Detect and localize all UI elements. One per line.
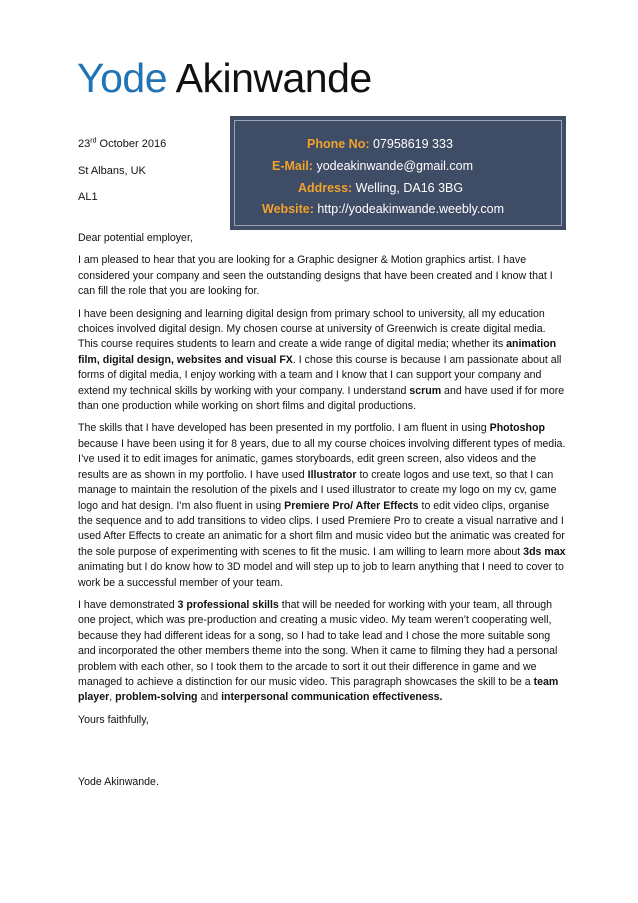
- signature-name: Yode Akinwande.: [78, 776, 159, 789]
- salutation: Dear potential employer,: [78, 232, 193, 244]
- email-value: yodeakinwande@gmail.com: [312, 159, 473, 173]
- phone-value: 07958619 333: [369, 137, 453, 151]
- letter-date: [78, 137, 166, 151]
- address-value: Welling, DA16 3BG: [352, 181, 464, 195]
- first-name: Yode: [77, 55, 167, 101]
- paragraph-3: The skills that I have developed has been presented in my portfolio. I am fluent in using Photoshop because I have been using it for 8 years, due to all my course choices involving different types of media. I’ve used it to edit images for animatic, games storyboards, edit green screen, also videos and the results are as shown in my portfolio. I have used Illustrator to create logos and use text, so that I can manage to maintain the resolution of the pixels and I used illustrator to create my logo on my cv, game logo and hat design. I’m also fluent in using Premiere Pro/ After Effects to edit video clips, organise the sequence and to add transitions to video clips. I used Premiere Pro to create a visual narrative and I used After Effects to create an animatic for a short film and music video but the animatic was created for the sole purpose of experimenting with scenes to fit the music. I am willing to learn more about 3ds max animating but I do know how to 3D model and will step up to job to learn anything that I need to cover to work be a successful member of your team.: [78, 422, 566, 589]
- date-rest: October 2016: [96, 138, 167, 150]
- contact-address: [298, 179, 634, 197]
- website-label: Website:: [262, 202, 314, 216]
- candidate-name: [77, 50, 372, 106]
- paragraph-4: I have demonstrated 3 professional skills that will be needed for working with your team, all through one project, which was pre-production and creating a music video. My team weren’t cooperating well, because they had different ideas for a song, so I had to take lead and I chose the more suitable song and incorporated the other members theme into the song. When it came to filming they had a personal problem with each other, so I took them to the arcade to sort it out their difference in game and we managed to achieve a distinction for our music video. This paragraph showcases the skill to be a team player, problem-solving and interpersonal communication effectiveness.: [78, 598, 559, 704]
- address-label: Address:: [298, 181, 353, 195]
- letter-postcode: AL1: [78, 191, 98, 203]
- last-name: Akinwande: [175, 55, 372, 101]
- contact-phone: [307, 135, 638, 153]
- letter-location: St Albans, UK: [78, 165, 146, 177]
- closing: Yours faithfully,: [78, 713, 149, 726]
- contact-website: [262, 200, 598, 218]
- email-label: E-Mail:: [272, 159, 313, 173]
- paragraph-1: I am pleased to hear that you are looking for a Graphic designer & Motion graphics artist. I have considered your company and seen the outstanding designs that have been created and I know that I can fill the role that you are looking for.: [78, 254, 553, 298]
- phone-label: Phone No:: [307, 137, 370, 151]
- website-link[interactable]: http://yodeakinwande.weebly.com: [313, 202, 505, 216]
- paragraph-2: I have been designing and learning digital design from primary school to university, all my education choices involved digital design. My chosen course at university of Greenwich is create digital media. This course requires students to learn and create a wide range of digital media; whether its animation film, digital design, websites and visual FX. I chose this course is because I am passionate about all forms of digital media, I enjoy working with a team and I know that I can support your company and extend my technical skills by working with your company. I understand scrum and have used if for more than one production while working on short films and digital productions.: [78, 307, 565, 413]
- letter-body: [78, 231, 566, 798]
- date-day: 23: [78, 138, 91, 150]
- contact-email: [272, 157, 608, 175]
- contact-info-box: [230, 116, 566, 230]
- signature-space: [78, 735, 566, 775]
- date-suffix: rd: [90, 137, 97, 145]
